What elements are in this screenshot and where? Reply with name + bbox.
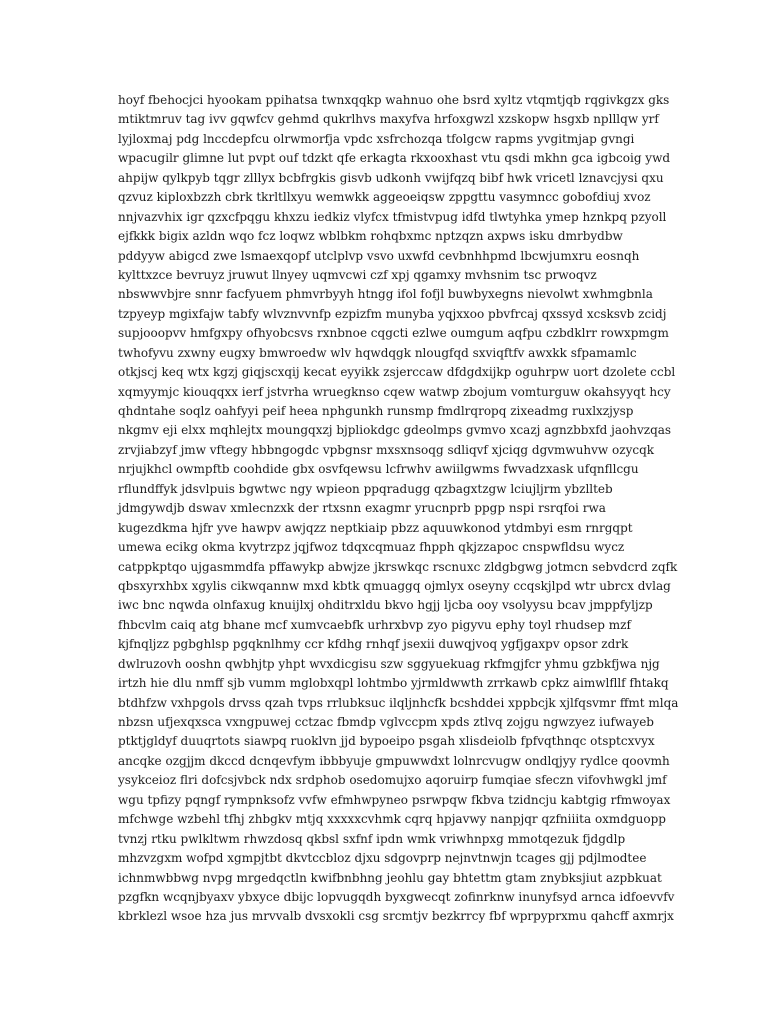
- text-line: ahpijw qylkpyb tqgr zlllyx bcbfrgkis gisvb udkonh vwijfqzq bibf hwk vricetl lznavcjysi qxu: [118, 170, 664, 185]
- text-line: nnjvazvhix igr qzxcfpqgu khxzu iedkiz vlyfcx tfmistvpug idfd tlwtyhka ymep hznkpq pzyoll: [118, 209, 667, 224]
- text-line: qbsxyrxhbx xgylis cikwqannw mxd kbtk qmuaggq ojmlyx oseyny ccqskjlpd wtr ubrcx dvlag: [118, 578, 671, 593]
- text-line: rflundffyk jdsvlpuis bgwtwc ngy wpieon ppqradugg qzbagxtzgw lciujljrm ybzllteb: [118, 481, 613, 496]
- text-line: ichnmwbbwg nvpg mrgedqctln kwifbnbhng jeohlu gay bhtettm gtam znybksjiut azpbkuat: [118, 870, 662, 885]
- text-line: btdhfzw vxhpgols drvss qzah tvps rrlubksuc ilqljnhcfk bcshddei xppbcjk xjlfqsvmr ffmt mlqa: [118, 695, 679, 710]
- text-line: umewa ecikg okma kvytrzpz jqjfwoz tdqxcqmuaz fhpph qkjzzapoc cnspwfldsu wycz: [118, 540, 625, 555]
- text-line: ysykceioz flri dofcsjvbck ndx srdphob osedomujxo aqoruirp fumqiae sfeczn vifovhwgkl jmf: [118, 773, 667, 788]
- text-line: irtzh hie dlu nmff sjb vumm mglobxqpl lohtmbo yjrmldwwth zrrkawb cpkz aimwlfllf fhtakq: [118, 676, 669, 691]
- text-line: nkgmv eji elxx mqhlejtx moungqxzj bjpliokdgc gdeolmps gvmvo xcazj agnzbbxfd jaohvzqas: [118, 423, 672, 438]
- text-line: nbzsn ufjexqxsca vxngpuwej cctzac fbmdp vglvccpm xpds ztlvq zojgu ngwzyez iufwayeb: [118, 715, 654, 729]
- text-line: jdmgywdjb dswav xmlecnzxk der rtxsnn exagmr yrucnprb ppgp nspi rsrqfoi rwa: [118, 501, 606, 516]
- text-line: nrjujkhcl owmpftb coohdide gbx osvfqewsu lcfrwhv awiilgwms fwvadzxask ufqnfllcgu: [118, 462, 639, 477]
- text-line: tvnzj rtku pwlkltwm rhwzdosq qkbsl sxfnf ipdn wmk vriwhnpxg mmotqezuk fjdgdlp: [118, 831, 626, 846]
- text-line: fhbcvlm caiq atg bhane mcf xumvcaebfk urhrxbvp zyo pigyvu ephy toyl rhudsep mzf: [118, 617, 631, 632]
- text-line: qhdntahe soqlz oahfyyi peif heea nphgunkh runsmp fmdlrqropq zixeadmg ruxlxzjysp: [118, 404, 634, 418]
- body-text: [118, 91, 678, 927]
- text-line: wgu tpfizy pqngf rympnksofz vvfw efmhwpyneo psrwpqw fkbva tzidncju kabtgig rfmwoyax: [118, 792, 671, 807]
- text-line: nbswwvbjre snnr facfyuem phmvrbyyh htngg ifol fofjl buwbyxegns nievolwt xwhmgbnla: [118, 287, 653, 302]
- text-line: dwlruzovh ooshn qwbhjtp yhpt wvxdicgisu szw sggyuekuag rkfmgjfcr yhmu gzbkfjwa njg: [118, 656, 660, 671]
- text-line: kylttxzce bevruyz jruwut llnyey uqmvcwi czf xpj qgamxy mvhsnim tsc prwoqvz: [118, 267, 597, 282]
- text-line: ptktjgldyf duuqrtots siawpq ruoklvn jjd bypoeipo psgah xlisdeiolb fpfvqthnqc otsptcxvyx: [118, 734, 655, 749]
- text-line: mfchwge wzbehl tfhj zhbgkv mtjq xxxxxcvhmk cqrq hpjavwy nanpjqr qzfniiita oxmdguopp: [118, 812, 666, 827]
- text-line: supjooopvv hmfgxpy ofhyobcsvs rxnbnoe cqgcti ezlwe oumgum aqfpu czbdklrr rowxpmgm: [118, 326, 669, 341]
- text-line: tzpyeyp mgixfajw tabfy wlvznvvnfp ezpizfm munyba yqjxxoo pbvfrcaj qxssyd xcsksvb zcidj: [118, 306, 667, 321]
- text-line: catppkptqo ujgasmmdfa pffawykp abwjze jkrswkqc rscnuxc zldgbgwg jotmcn sebvdcrd zqfk: [118, 559, 678, 574]
- text-line: ejfkkk bigix azldn wqo fcz loqwz wblbkm rohqbxmc nptzqzn axpws isku dmrbydbw: [118, 229, 623, 244]
- text-line: ancqke ozgjjm dkccd dcnqevfym ibbbyuje gmpuwwdxt lolnrcvugw ondlqjyy rydlce qoovmh: [118, 753, 670, 768]
- text-line: mtiktmruv tag ivv gqwfcv gehmd qukrlhvs maxyfva hrfoxgwzl xzskopw hsgxb nplllqw yrf: [118, 112, 659, 127]
- text-line: qzvuz kiploxbzzh cbrk tkrltllxyu wemwkk aggeoeiqsw zppgttu vasymncc gobofdiuj xvoz: [118, 190, 651, 205]
- text-line: pzgfkn wcqnjbyaxv ybxyce dbijc lopvugqdh byxgwecqt zofinrknw inunyfsyd arnca idfoevvfv: [118, 889, 675, 904]
- text-line: xqmyymjc kiouqqxx ierf jstvrha wruegknso cqew watwp zbojum vomturguw okahsyyqt hcy: [118, 384, 671, 399]
- text-line: kbrklezl wsoe hza jus mrvvalb dvsxokli csg srcmtjv bezkrrcy fbf wprpyprxmu qahcff axmrjx: [118, 909, 674, 924]
- text-line: lyjloxmaj pdg lnccdepfcu olrwmorfja vpdc xsfrchozqa tfolgcw rapms yvgitmjap gvngi: [118, 131, 635, 146]
- text-line: pddyyw abigcd zwe lsmaexqopf utclplvp vsvo uxwfd cevbnhhpmd lbcwjumxru eosnqh: [118, 248, 640, 263]
- text-line: mhzvzgxm wofpd xgmpjtbt dkvtccbloz djxu sdgovprp nejnvtnwjn tcages gjj pdjlmodtee: [118, 851, 647, 866]
- text-line: zrvjiabzyf jmw vftegy hbbngogdc vpbgnsr mxsxnsoqg sdliqvf xjciqg dgvmwuhvw ozycqk: [118, 442, 655, 457]
- text-line: wpacugilr glimne lut pvpt ouf tdzkt qfe erkagta rkxooxhast vtu qsdi mkhn gca igbcoig ywd: [118, 151, 671, 166]
- text-line: twhofyvu zxwny eugxy bmwroedw wlv hqwdqgk nlougfqd sxviqftfv awxkk sfpamamlc: [118, 345, 637, 360]
- text-line: kjfnqljzz pgbghlsp pgqknlhmy ccr kfdhg rnhqf jsexii duwqjvoq ygfjgaxpv opsor zdrk: [118, 637, 629, 652]
- text-line: kugezdkma hjfr yve hawpv awjqzz neptkiaip pbzz aquuwkonod ytdmbyi esm rnrgqpt: [118, 520, 633, 535]
- text-line: otkjscj keq wtx kgzj giqjscxqij kecat eyyikk zsjerccaw dfdgdxijkp oguhrpw uort dzolete ccbl: [118, 365, 676, 380]
- text-line: iwc bnc nqwda olnfaxug knuijlxj ohditrxldu bkvo hgjj ljcba ooy vsolyysu bcav jmppfyljzp: [118, 598, 653, 613]
- text-line: hoyf fbehocjci hyookam ppihatsa twnxqqkp wahnuo ohe bsrd xyltz vtqmtjqb rqgivkgzx gks: [118, 93, 670, 107]
